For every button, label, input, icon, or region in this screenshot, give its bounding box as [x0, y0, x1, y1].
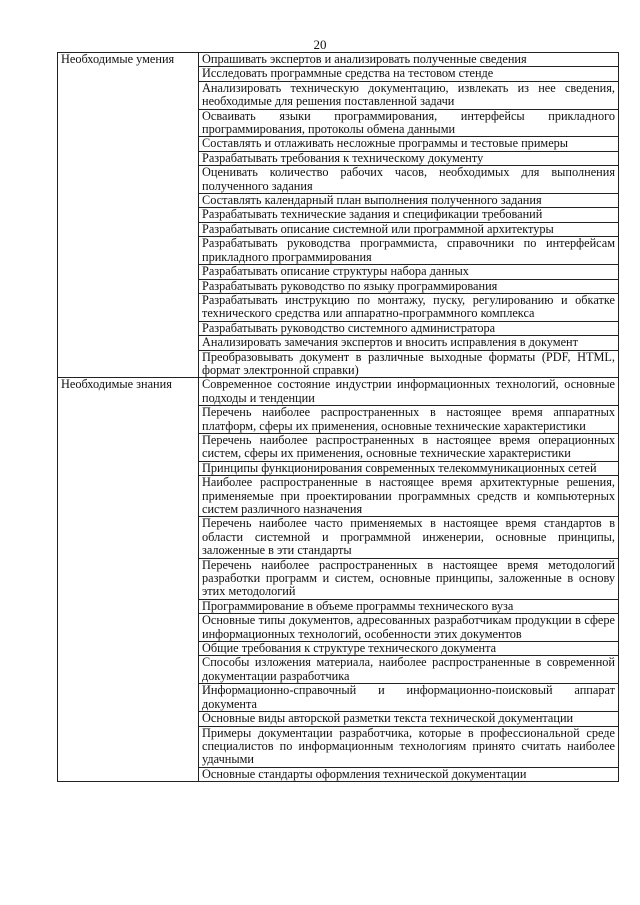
requirement-text: Разрабатывать руководства программиста, справочники по интерфейсам прикладного программирования	[202, 236, 615, 264]
section-heading: Необходимые умения	[58, 53, 199, 378]
requirement-cell	[199, 517, 619, 558]
requirement-text: Разрабатывать инструкцию по монтажу, пуску, регулированию и обкатке технического средства или аппаратно-программного комплекса	[202, 292, 615, 321]
requirement-cell	[199, 222, 619, 236]
requirement-cell	[199, 599, 619, 613]
requirement-cell	[199, 433, 619, 461]
requirement-cell	[199, 265, 619, 279]
requirement-text: Осваивать языки программирования, интерфейсы прикладного программирования, протоколы обмена данными	[202, 108, 615, 137]
requirement-text: Современное состояние индустрии информационных технологий, основные подходы и тенденции	[202, 377, 615, 405]
requirement-cell	[199, 614, 619, 642]
page-number: 20	[313, 37, 327, 52]
requirement-text: Наиболее распространенные в настоящее время архитектурные решения, применяемые при проектировании программных средств и компьютерных систем различного назначения	[202, 475, 615, 516]
requirement-cell	[199, 67, 619, 81]
requirement-text: Преобразовывать документ в различные выходные форматы (PDF, HTML, формат электронной справки)	[202, 349, 615, 377]
requirement-text: Способы изложения материала, наиболее распространенные в современной документации разработчика	[202, 655, 615, 683]
requirement-cell	[199, 642, 619, 656]
requirement-text: Анализировать техническую документацию, извлекать из нее сведения, необходимые для решения поставленной задачи	[202, 80, 615, 109]
requirement-cell	[199, 558, 619, 599]
requirement-text: Разрабатывать описание системной или программной архитектуры	[202, 221, 554, 236]
requirement-text: Перечень наиболее распространенных в настоящее время методологий разработки программ и систем, основные принципы, заложенные в основу этих методологий	[202, 557, 615, 599]
requirement-cell	[199, 378, 619, 406]
requirement-text: Составлять календарный план выполнения полученного задания	[202, 193, 542, 208]
requirement-cell	[199, 726, 619, 767]
requirement-text: Составлять и отлаживать несложные программы и тестовые примеры	[202, 136, 569, 151]
requirement-cell	[199, 406, 619, 434]
requirement-text: Общие требования к структуре технического документа	[202, 641, 497, 656]
requirement-cell	[199, 151, 619, 165]
requirement-text: Перечень наиболее распространенных в настоящее время аппаратных платформ, сферы их применения, основные технические характеристики	[202, 405, 615, 433]
table-row	[58, 378, 619, 406]
requirement-cell	[199, 137, 619, 151]
requirement-text: Разрабатывать технические задания и спецификации требований	[202, 207, 543, 222]
requirement-cell	[199, 166, 619, 194]
requirement-text: Принципы функционирования современных телекоммуникационных сетей	[202, 460, 597, 475]
requirement-cell	[199, 476, 619, 517]
requirements-table-body	[58, 53, 619, 782]
requirement-text: Исследовать программные средства на тестовом стенде	[202, 66, 494, 81]
requirement-text: Основные виды авторской разметки текста технической документации	[202, 711, 574, 726]
requirement-text: Разрабатывать руководство по языку программирования	[202, 278, 498, 293]
requirement-text: Опрашивать экспертов и анализировать полученные сведения	[202, 52, 527, 66]
requirement-text: Примеры документации разработчика, которые в профессиональной среде специалистов по информационным технологиям принято считать наиболее удачными	[202, 725, 615, 767]
requirement-cell	[199, 656, 619, 684]
section-heading: Необходимые знания	[58, 378, 199, 782]
requirement-text: Перечень наиболее часто применяемых в настоящее время стандартов в области системной и программной инженерии, основные принципы, заложенные в эти стандарты	[202, 516, 615, 558]
requirement-text: Разрабатывать описание структуры набора данных	[202, 264, 469, 279]
requirement-text: Основные стандарты оформления технической документации	[202, 766, 527, 781]
requirement-cell	[199, 208, 619, 222]
requirement-text: Разрабатывать руководство системного администратора	[202, 320, 496, 335]
requirement-cell	[199, 321, 619, 335]
requirement-cell	[199, 53, 619, 67]
requirement-cell	[199, 336, 619, 350]
requirement-cell	[199, 81, 619, 109]
requirement-text: Перечень наиболее распространенных в настоящее время операционных систем, сферы их применения, основные технические характеристики	[202, 432, 615, 461]
requirement-cell	[199, 767, 619, 781]
requirement-cell	[199, 684, 619, 712]
requirement-text: Оценивать количество рабочих часов, необходимых для выполнения полученного задания	[202, 165, 615, 193]
table-row	[58, 53, 619, 67]
requirement-cell	[199, 293, 619, 321]
requirement-cell	[199, 109, 619, 137]
requirement-cell	[199, 350, 619, 378]
requirements-table	[57, 52, 619, 782]
requirement-cell	[199, 237, 619, 265]
requirement-cell	[199, 194, 619, 208]
requirement-cell	[199, 712, 619, 726]
requirement-text: Разрабатывать требования к техническому документу	[202, 150, 484, 165]
requirement-text: Информационно-справочный и информационно-поисковый аппарат документа	[202, 683, 615, 711]
requirement-cell	[199, 279, 619, 293]
requirement-cell	[199, 461, 619, 475]
requirement-text: Программирование в объеме программы технического вуза	[202, 598, 514, 613]
requirement-text: Основные типы документов, адресованных разработчикам продукции в сфере информационных технологий, особенности этих документов	[202, 613, 615, 641]
requirement-text: Анализировать замечания экспертов и вносить исправления в документ	[202, 335, 578, 350]
